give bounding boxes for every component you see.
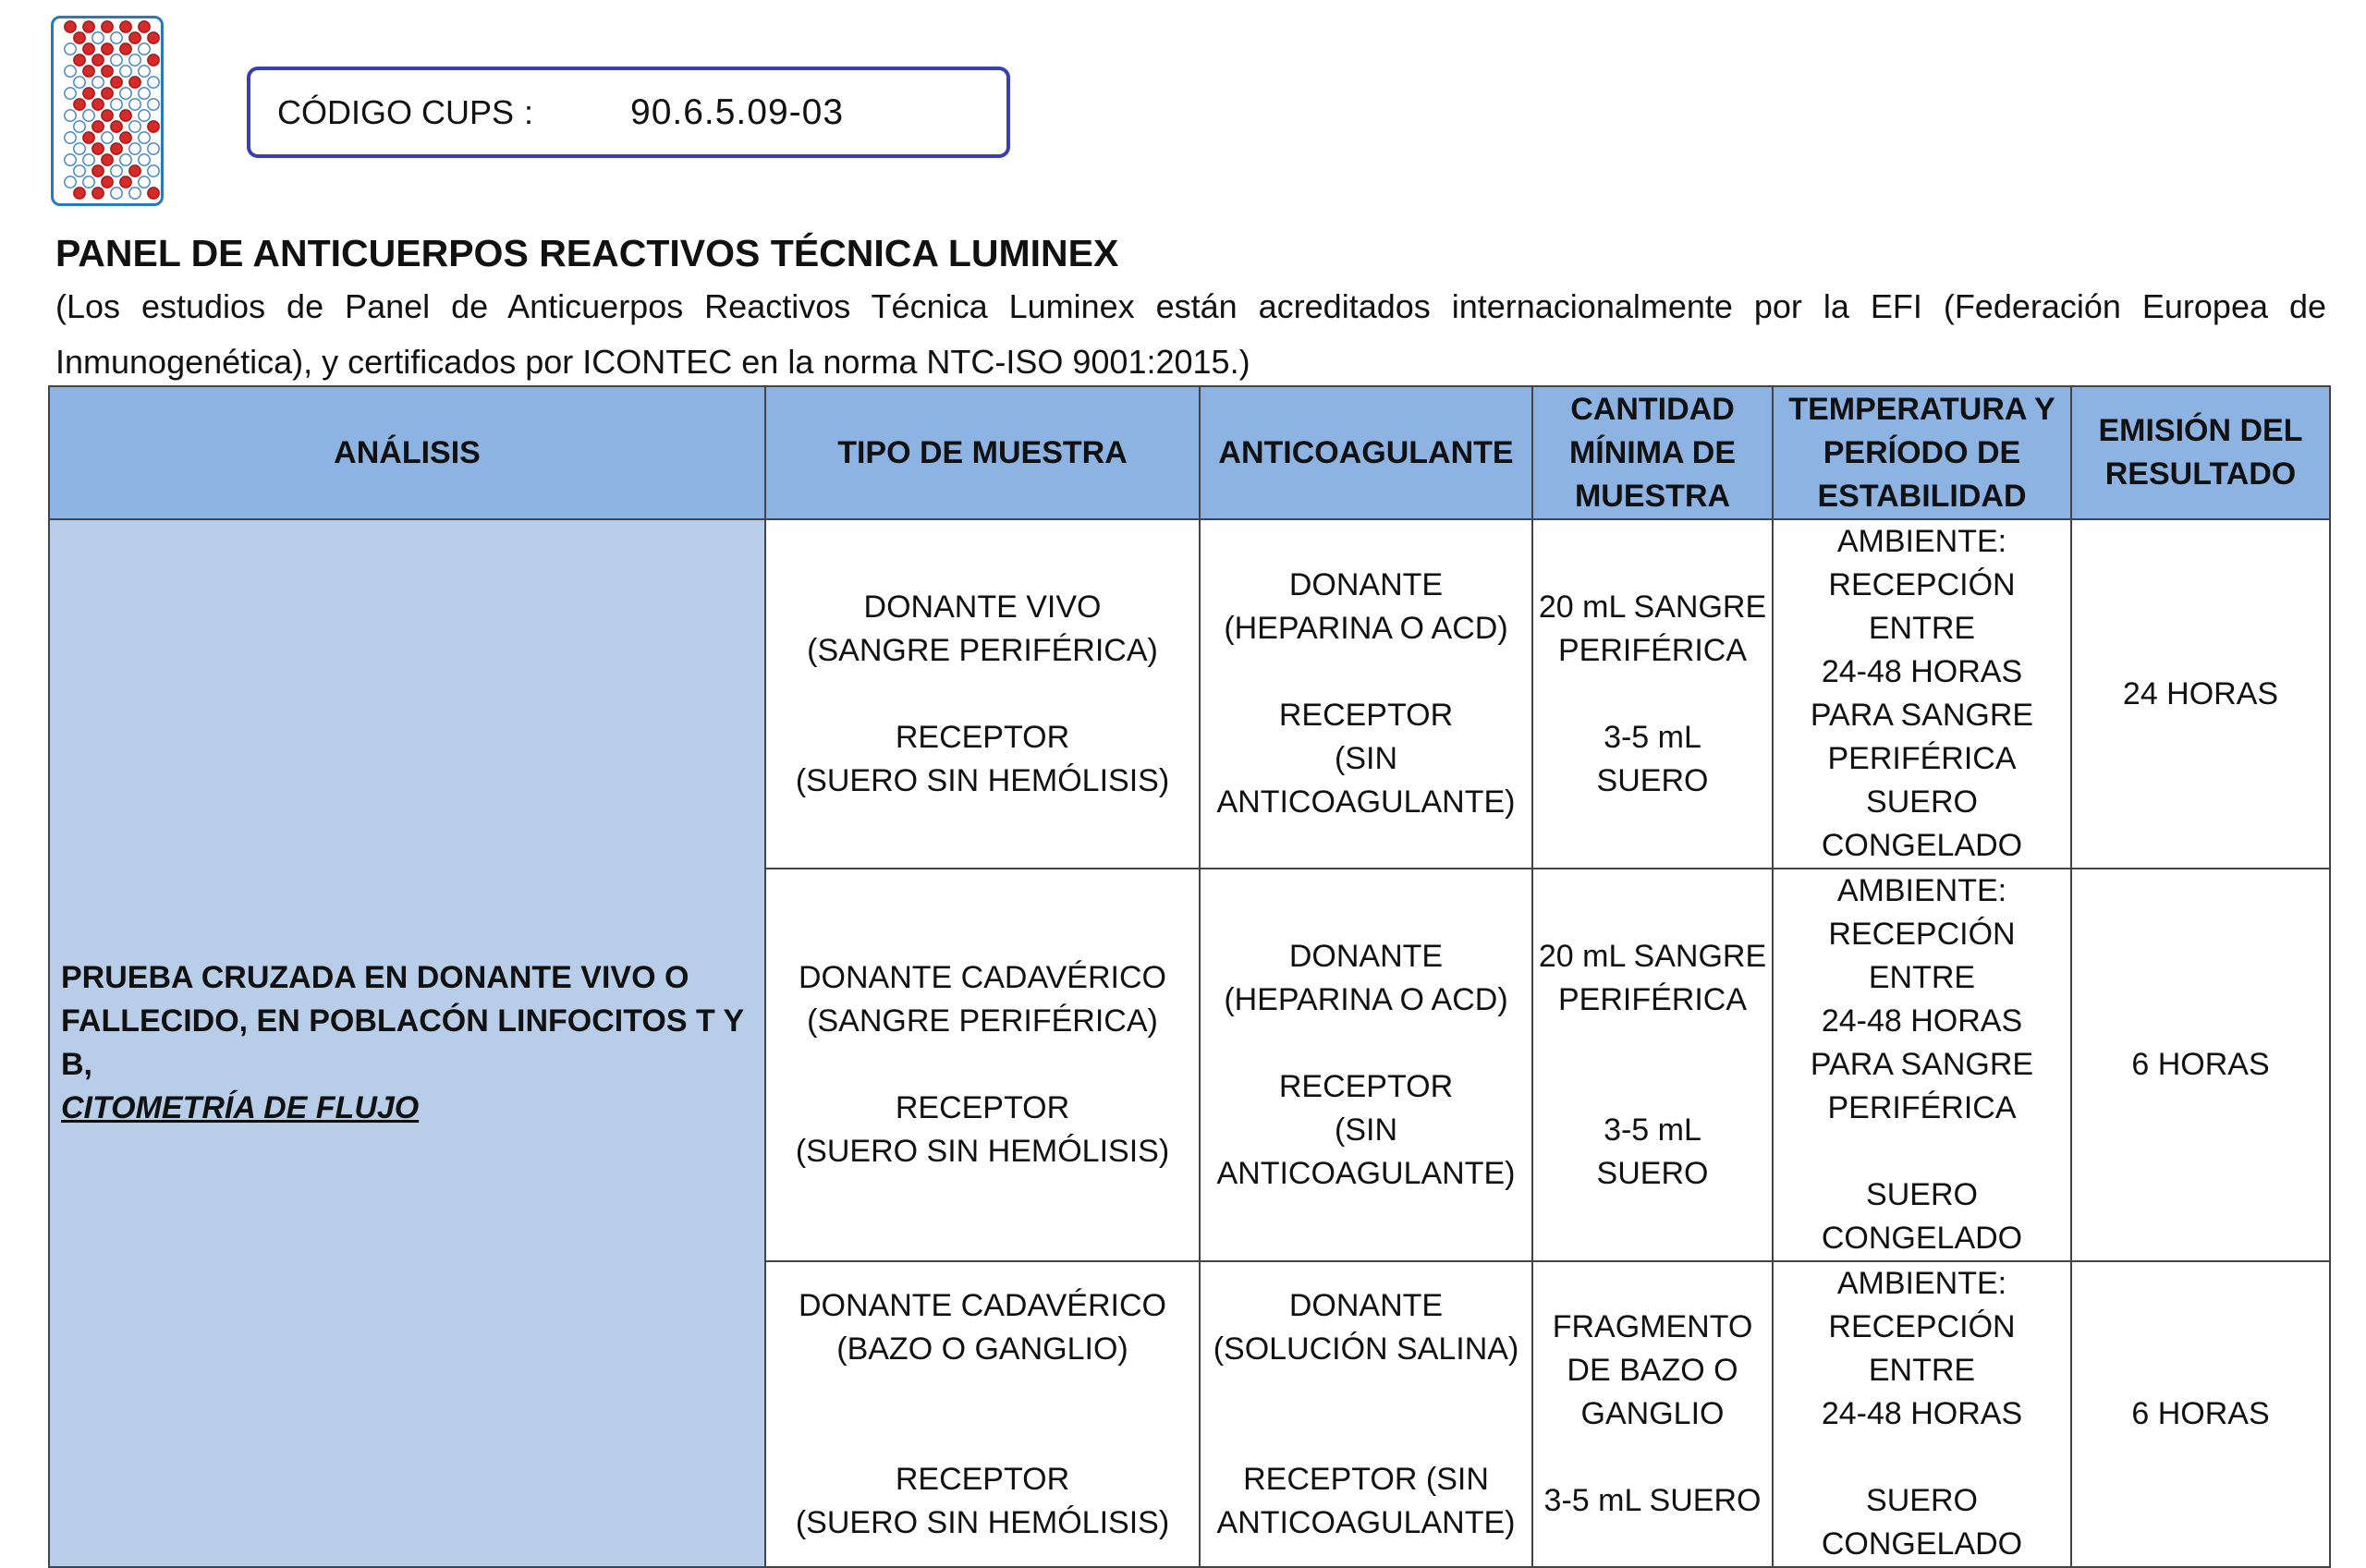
header-sample-type: TIPO DE MUESTRA [765,386,1200,519]
table-header-row [49,386,2330,519]
table-row [49,519,2330,869]
temperature-cell: AMBIENTE: RECEPCIÓN ENTRE 24-48 HORAS SUERO CONGELADO [1773,1261,2071,1567]
sample-type-cell: DONANTE CADAVÉRICO (BAZO O GANGLIO) RECEPTOR (SUERO SIN HEMÓLISIS) [765,1261,1200,1567]
temperature-cell: AMBIENTE: RECEPCIÓN ENTRE 24-48 HORAS PARA SANGRE PERIFÉRICA SUERO CONGELADO [1773,869,2071,1261]
header-temperature: TEMPERATURA Y PERÍODO DE ESTABILIDAD [1773,386,2071,519]
cups-code-label: CÓDIGO CUPS [277,93,515,131]
min-quantity-cell: 20 mL SANGRE PERIFÉRICA 3-5 mL SUERO [1532,869,1773,1261]
intro-paragraph: (Los estudios de Panel de Anticuerpos Reactivos Técnica Luminex están acreditados internacionalmente por la EFI (Federación Europea de Inmunogenética), y certificados por ICONTEC en la norma NTC-ISO 9001:2015.) [55,287,2326,381]
header-result: EMISIÓN DEL RESULTADO [2071,386,2330,519]
sample-type-cell: DONANTE CADAVÉRICO (SANGRE PERIFÉRICA) RECEPTOR (SUERO SIN HEMÓLISIS) [765,869,1200,1261]
cups-code-value: 90.6.5.09-03 [630,92,845,132]
result-cell: 24 HORAS [2071,519,2330,869]
anticoagulant-cell: DONANTE (HEPARINA O ACD) RECEPTOR (SIN ANTICOAGULANTE) [1200,869,1532,1261]
cups-code-box [247,67,1010,158]
cups-code-separator: : [524,93,534,131]
sample-type-cell: DONANTE VIVO (SANGRE PERIFÉRICA) RECEPTOR (SUERO SIN HEMÓLISIS) [765,519,1200,869]
logo-dot-grid-icon [54,18,161,203]
min-quantity-cell: FRAGMENTO DE BAZO O GANGLIO 3-5 mL SUERO [1532,1261,1773,1567]
analysis-text: PRUEBA CRUZADA EN DONANTE VIVO O FALLECIDO, EN POBLACÓN LINFOCITOS T Y B, [61,960,744,1082]
result-cell: 6 HORAS [2071,1261,2330,1567]
temperature-cell: AMBIENTE: RECEPCIÓN ENTRE 24-48 HORAS PARA SANGRE PERIFÉRICA SUERO CONGELADO [1773,519,2071,869]
min-quantity-cell: 20 mL SANGRE PERIFÉRICA 3-5 mL SUERO [1532,519,1773,869]
header-analysis: ANÁLISIS [49,386,765,519]
anticoagulant-cell: DONANTE (SOLUCIÓN SALINA) RECEPTOR (SIN ANTICOAGULANTE) [1200,1261,1532,1567]
page-title: PANEL DE ANTICUERPOS REACTIVOS TÉCNICA LUMINEX [55,232,1119,274]
lab-logo [51,16,164,206]
result-cell: 6 HORAS [2071,869,2330,1261]
anticoagulant-cell: DONANTE (HEPARINA O ACD) RECEPTOR (SIN ANTICOAGULANTE) [1200,519,1532,869]
header-min-quantity: CANTIDAD MÍNIMA DE MUESTRA [1532,386,1773,519]
analysis-method: CITOMETRÍA DE FLUJO [61,1090,420,1125]
analysis-cell [49,519,765,1567]
sample-requirements-table [48,385,2331,1568]
header-anticoagulant: ANTICOAGULANTE [1200,386,1532,519]
